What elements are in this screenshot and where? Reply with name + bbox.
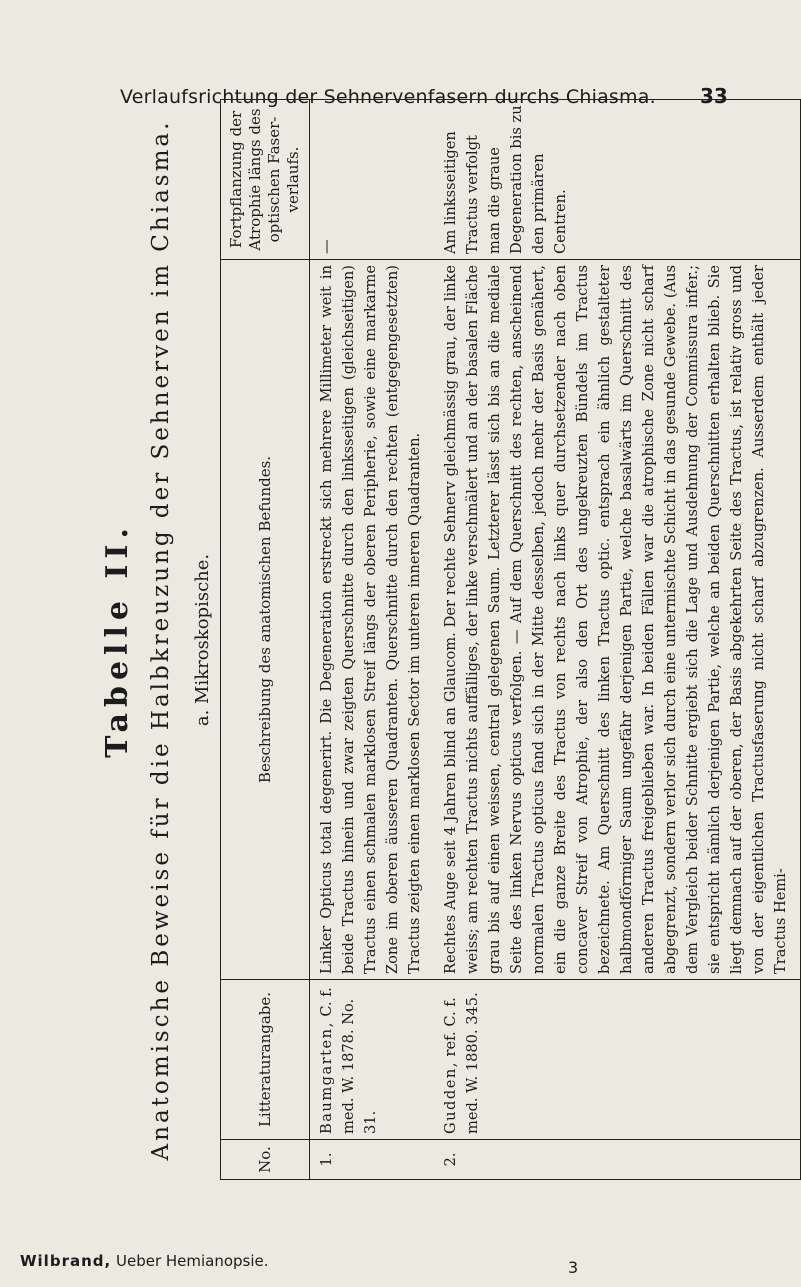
header-propagation: Fortpflanzung der Atrophie längs des optischen Faser-verlaufs. [221, 100, 310, 260]
header-description: Beschreibung des anatomischen Befundes. [221, 260, 310, 980]
signature-mark: 3 [568, 1258, 579, 1277]
section-label: a. Mikroskopische. [192, 553, 213, 727]
findings-table [220, 99, 801, 1180]
footer-credit [20, 1252, 269, 1270]
literature-cell [434, 980, 801, 1140]
propagation-cell: Am linksseitigen Tractus verfolgt man die graue Degeneration bis zu den primären Centren. [434, 100, 801, 260]
footer-work: Ueber Hemianopsie. [115, 1252, 269, 1270]
table-title: Tabelle II. [100, 522, 135, 758]
citation: ref. C. f. med. W. 1880. 345. [442, 992, 481, 1134]
page-number: 33 [700, 84, 728, 108]
row-number: 2. [434, 1140, 801, 1180]
author-name: Baumgarten, [318, 1021, 335, 1134]
header-no: No. [221, 1140, 310, 1180]
table-subtitle: Anatomische Beweise für die Halbkreuzung der Sehnerven im Chiasma. [148, 119, 174, 1161]
table-row [434, 100, 801, 1180]
author-name: Gudden, [442, 1061, 459, 1134]
literature-cell [310, 980, 435, 1140]
table-row [310, 100, 435, 1180]
description-cell: Linker Opticus total degenerirt. Die Degeneration erstreckt sich mehrere Millimeter weit in beide Tractus hinein und zwar zeigten Querschnitte durch den linksseitigen (gleichseitigen) Tractus einen schmalen marklosen Streif längs der oberen Peripherie, sowie eine markarme Zone im oberen äusseren Quadranten. Querschnitte durch den rechten (entgegengesetzten) Tractus zeigten einen marklosen Sector im unteren inneren Quadranten. [310, 260, 435, 980]
description-cell: Rechtes Auge seit 4 Jahren blind an Glaucom. Der rechte Sehnerv gleichmässig grau, der linke weiss; am rechten Tractus nichts auffälliges, der linke verschmälert und an der basalen Fläche grau bis auf einen weissen, central gelegenen Saum. Letzterer lässt sich bis an die mediale Seite des linken Nervus opticus verfolgen. — Auf dem Querschnitt des rechten, anscheinend normalen Tractus opticus fand sich in der Mitte desselben, jedoch mehr der Basis genähert, ein die ganze Breite des Tractus von rechts nach links quer durchsetzender nach oben concaver Streif von Atrophie, der also den Ort des ungekreuzten Bündels im Tractus bezeichnete. Am Querschnitt des linken Tractus optic. entsprach ein ähnlich gestalteter halbmondförmiger Saum ungefähr derjenigen Partie, welche basalwärts im Querschnitt des anderen Tractus freigeblieben war. In beiden Fällen war die atrophische Zone nicht scharf abgegrenzt, sondern verlor sich durch eine untermischte Schicht in das gesunde Gewebe. (Aus dem Vergleich beider Schnitte ergiebt sich die Lage und Ausdehnung der Commissura infer.; sie entspricht nämlich derjenigen Partie, welche an beiden Querschnitten erhalten blieb. Sie liegt demnach auf der oberen, der Basis abgekehrten Seite des Tractus, ist relativ gross und von der eigentlichen Tractusfaserung nicht scharf abzugrenzen. Ausserdem enthält jeder Tractus Hemi- [434, 260, 801, 980]
rotated-table-page [92, 100, 792, 1180]
header-literature: Litteraturangabe. [221, 980, 310, 1140]
row-number: 1. [310, 1140, 435, 1180]
propagation-cell: — [310, 100, 435, 260]
running-head-title: Verlaufsrichtung der Sehnervenfasern durchs Chiasma. [120, 86, 656, 108]
table-header-row [221, 100, 310, 1180]
citation: C. f. med. W. 1878. No. 31. [318, 987, 379, 1134]
footer-author: Wilbrand, [20, 1252, 112, 1270]
